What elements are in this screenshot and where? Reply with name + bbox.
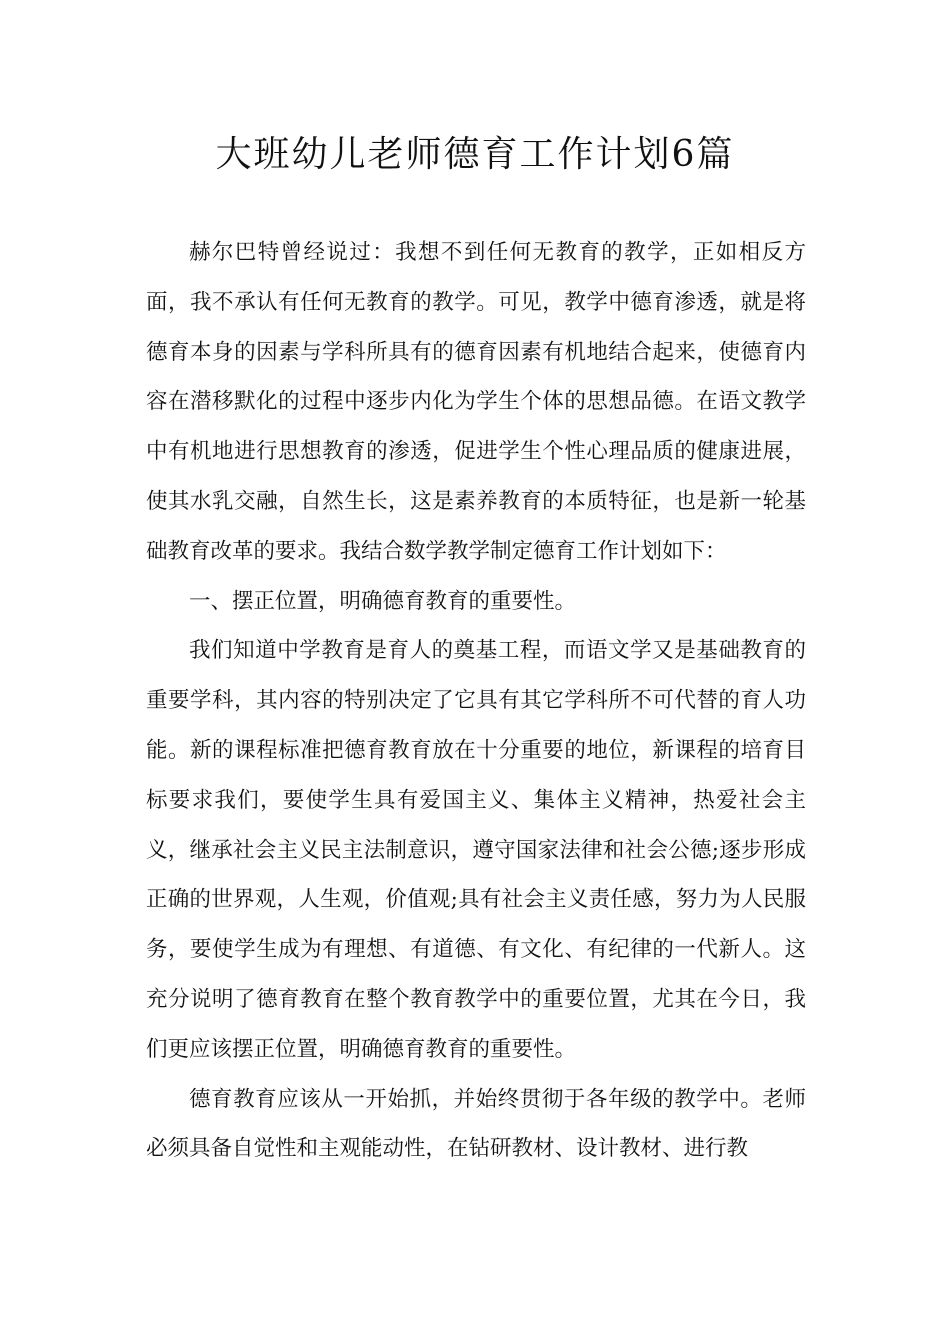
section-heading-1: 一、摆正位置，明确德育教育的重要性。 <box>189 588 577 614</box>
document-body <box>146 228 806 1174</box>
paragraph-continued: 德育教育应该从一开始抓，并始终贯彻于各年级的教学中。老师必须具备自觉性和主观能动性，在钻研教材、设计教材、进行教 <box>146 1086 806 1162</box>
document-title: 大班幼儿老师德育工作计划6篇 <box>215 134 735 175</box>
paragraph-intro: 赫尔巴特曾经说过：我想不到任何无教育的教学，正如相反方面，我不承认有任何无教育的教学。可见，教学中德育渗透，就是将德育本身的因素与学科所具有的德育因素有机地结合起来，使德育内容在潜移默化的过程中逐步内化为学生个体的思想品德。在语文教学中有机地进行思想教育的渗透，促进学生个性心理品质的健康进展，使其水乳交融，自然生长，这是素养教育的本质特征，也是新一轮基础教育改革的要求。我结合数学教学制定德育工作计划如下： <box>146 240 806 564</box>
paragraph-section-1: 我们知道中学教育是育人的奠基工程，而语文学又是基础教育的重要学科，其内容的特别决定了它具有其它学科所不可代替的育人功能。新的课程标准把德育教育放在十分重要的地位，新课程的培育目标要求我们，要使学生具有爱国主义、集体主义精神，热爱社会主义，继承社会主义民主法制意识，遵守国家法律和社会公德;逐步形成正确的世界观，人生观，价值观;具有社会主义责任感，努力为人民服务，要使学生成为有理想、有道德、有文化、有纪律的一代新人。这充分说明了德育教育在整个教育教学中的重要位置，尤其在今日，我们更应该摆正位置，明确德育教育的重要性。 <box>146 638 806 1062</box>
